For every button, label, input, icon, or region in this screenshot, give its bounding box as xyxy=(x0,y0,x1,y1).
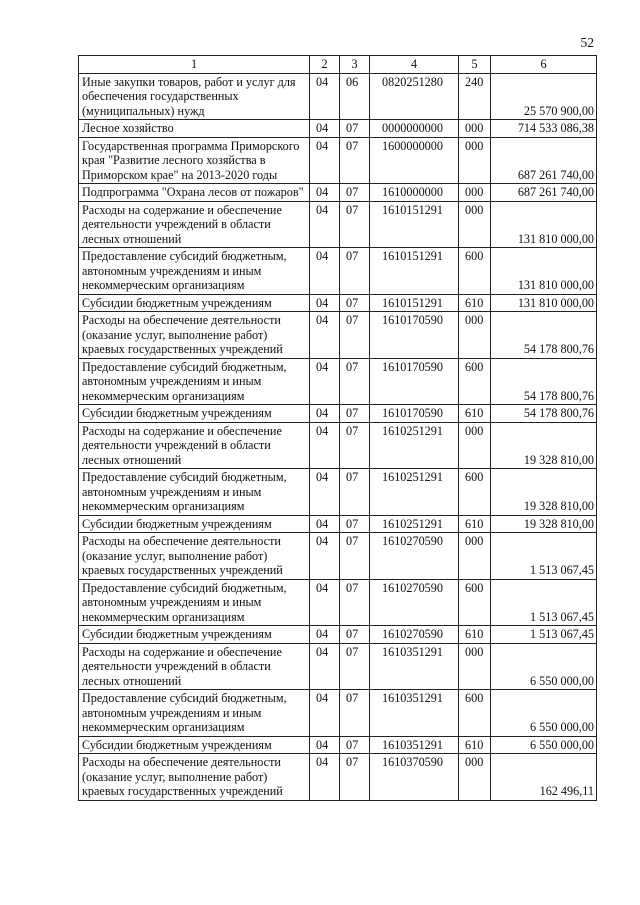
cell-amount: 19 328 810,00 xyxy=(491,422,597,469)
cell-name: Предоставление субсидий бюджетным, автономным учреждениям и иным некоммерческим организациям xyxy=(79,248,310,295)
cell-name: Субсидии бюджетным учреждениям xyxy=(79,294,310,312)
cell-expense-type: 600 xyxy=(459,690,491,737)
cell-subsection: 06 xyxy=(340,73,370,120)
cell-name: Расходы на содержание и обеспечение деятельности учреждений в области лесных отношений xyxy=(79,643,310,690)
cell-name: Предоставление субсидий бюджетным, автономным учреждениям и иным некоммерческим организациям xyxy=(79,690,310,737)
table-row xyxy=(79,736,597,754)
cell-expense-type: 000 xyxy=(459,643,491,690)
cell-subsection: 07 xyxy=(340,405,370,423)
cell-section: 04 xyxy=(310,533,340,580)
cell-expense-type: 610 xyxy=(459,294,491,312)
cell-name: Расходы на обеспечение деятельности (оказание услуг, выполнение работ) краевых государственных учреждений xyxy=(79,754,310,801)
cell-subsection: 07 xyxy=(340,469,370,516)
cell-subsection: 07 xyxy=(340,137,370,184)
cell-name: Расходы на содержание и обеспечение деятельности учреждений в области лесных отношений xyxy=(79,422,310,469)
cell-amount: 1 513 067,45 xyxy=(491,533,597,580)
cell-amount: 54 178 800,76 xyxy=(491,358,597,405)
cell-expense-type: 600 xyxy=(459,358,491,405)
cell-amount: 54 178 800,76 xyxy=(491,405,597,423)
cell-amount: 6 550 000,00 xyxy=(491,643,597,690)
cell-name: Субсидии бюджетным учреждениям xyxy=(79,405,310,423)
table-row xyxy=(79,422,597,469)
cell-section: 04 xyxy=(310,736,340,754)
table-row xyxy=(79,248,597,295)
page-number: 52 xyxy=(580,35,594,50)
cell-expense-type: 600 xyxy=(459,469,491,516)
table-row xyxy=(79,312,597,359)
cell-expense-type: 000 xyxy=(459,120,491,138)
cell-target-article: 1600000000 xyxy=(370,137,459,184)
cell-target-article: 1610351291 xyxy=(370,690,459,737)
cell-section: 04 xyxy=(310,690,340,737)
cell-section: 04 xyxy=(310,201,340,248)
cell-amount: 19 328 810,00 xyxy=(491,469,597,516)
cell-target-article: 1610351291 xyxy=(370,736,459,754)
cell-target-article: 1610000000 xyxy=(370,184,459,202)
cell-amount: 687 261 740,00 xyxy=(491,184,597,202)
cell-expense-type: 000 xyxy=(459,422,491,469)
cell-subsection: 07 xyxy=(340,201,370,248)
table-row xyxy=(79,358,597,405)
cell-amount: 131 810 000,00 xyxy=(491,294,597,312)
table-row xyxy=(79,120,597,138)
table-row xyxy=(79,405,597,423)
cell-expense-type: 000 xyxy=(459,533,491,580)
table-row xyxy=(79,201,597,248)
cell-target-article: 1610151291 xyxy=(370,201,459,248)
cell-target-article: 0000000000 xyxy=(370,120,459,138)
budget-table xyxy=(78,55,597,801)
cell-subsection: 07 xyxy=(340,120,370,138)
cell-name: Расходы на обеспечение деятельности (оказание услуг, выполнение работ) краевых государственных учреждений xyxy=(79,533,310,580)
cell-expense-type: 240 xyxy=(459,73,491,120)
cell-target-article: 1610351291 xyxy=(370,643,459,690)
table-row xyxy=(79,643,597,690)
cell-amount: 54 178 800,76 xyxy=(491,312,597,359)
cell-section: 04 xyxy=(310,643,340,690)
cell-section: 04 xyxy=(310,422,340,469)
cell-amount: 1 513 067,45 xyxy=(491,579,597,626)
table-row xyxy=(79,533,597,580)
cell-expense-type: 000 xyxy=(459,754,491,801)
header-cell-sum: 6 xyxy=(491,56,597,74)
header-cell-rz: 2 xyxy=(310,56,340,74)
cell-target-article: 1610251291 xyxy=(370,422,459,469)
cell-section: 04 xyxy=(310,469,340,516)
cell-name: Расходы на обеспечение деятельности (оказание услуг, выполнение работ) краевых государственных учреждений xyxy=(79,312,310,359)
cell-expense-type: 600 xyxy=(459,248,491,295)
cell-section: 04 xyxy=(310,754,340,801)
cell-section: 04 xyxy=(310,579,340,626)
cell-section: 04 xyxy=(310,405,340,423)
table-row xyxy=(79,579,597,626)
header-cell-vr: 5 xyxy=(459,56,491,74)
cell-amount: 6 550 000,00 xyxy=(491,736,597,754)
cell-target-article: 1610270590 xyxy=(370,626,459,644)
cell-expense-type: 610 xyxy=(459,515,491,533)
cell-name: Субсидии бюджетным учреждениям xyxy=(79,515,310,533)
cell-name: Предоставление субсидий бюджетным, автономным учреждениям и иным некоммерческим организациям xyxy=(79,358,310,405)
cell-expense-type: 000 xyxy=(459,312,491,359)
cell-expense-type: 000 xyxy=(459,137,491,184)
cell-subsection: 07 xyxy=(340,626,370,644)
cell-section: 04 xyxy=(310,515,340,533)
cell-name: Субсидии бюджетным учреждениям xyxy=(79,626,310,644)
cell-expense-type: 600 xyxy=(459,579,491,626)
cell-target-article: 1610270590 xyxy=(370,533,459,580)
cell-subsection: 07 xyxy=(340,184,370,202)
cell-expense-type: 610 xyxy=(459,626,491,644)
cell-amount: 162 496,11 xyxy=(491,754,597,801)
header-cell-pr: 3 xyxy=(340,56,370,74)
cell-expense-type: 000 xyxy=(459,201,491,248)
cell-amount: 6 550 000,00 xyxy=(491,690,597,737)
cell-section: 04 xyxy=(310,358,340,405)
cell-subsection: 07 xyxy=(340,515,370,533)
cell-subsection: 07 xyxy=(340,248,370,295)
cell-amount: 131 810 000,00 xyxy=(491,248,597,295)
cell-target-article: 1610370590 xyxy=(370,754,459,801)
cell-subsection: 07 xyxy=(340,643,370,690)
cell-subsection: 07 xyxy=(340,294,370,312)
cell-target-article: 1610251291 xyxy=(370,469,459,516)
cell-name: Расходы на содержание и обеспечение деятельности учреждений в области лесных отношений xyxy=(79,201,310,248)
table-row xyxy=(79,690,597,737)
cell-subsection: 07 xyxy=(340,754,370,801)
cell-amount: 714 533 086,38 xyxy=(491,120,597,138)
cell-name: Иные закупки товаров, работ и услуг для обеспечения государственных (муниципальных) нужд xyxy=(79,73,310,120)
cell-subsection: 07 xyxy=(340,579,370,626)
cell-amount: 19 328 810,00 xyxy=(491,515,597,533)
header-row xyxy=(79,56,597,74)
cell-section: 04 xyxy=(310,294,340,312)
cell-target-article: 1610151291 xyxy=(370,248,459,295)
cell-name: Предоставление субсидий бюджетным, автономным учреждениям и иным некоммерческим организациям xyxy=(79,579,310,626)
cell-section: 04 xyxy=(310,626,340,644)
table-row xyxy=(79,294,597,312)
cell-target-article: 1610170590 xyxy=(370,405,459,423)
cell-target-article: 1610170590 xyxy=(370,312,459,359)
table-row xyxy=(79,469,597,516)
cell-amount: 131 810 000,00 xyxy=(491,201,597,248)
cell-subsection: 07 xyxy=(340,422,370,469)
cell-target-article: 1610170590 xyxy=(370,358,459,405)
cell-subsection: 07 xyxy=(340,358,370,405)
cell-subsection: 07 xyxy=(340,533,370,580)
cell-amount: 25 570 900,00 xyxy=(491,73,597,120)
cell-name: Подпрограмма "Охрана лесов от пожаров" xyxy=(79,184,310,202)
cell-amount: 687 261 740,00 xyxy=(491,137,597,184)
cell-name: Субсидии бюджетным учреждениям xyxy=(79,736,310,754)
table-row xyxy=(79,184,597,202)
cell-subsection: 07 xyxy=(340,312,370,359)
cell-target-article: 1610251291 xyxy=(370,515,459,533)
table-row xyxy=(79,137,597,184)
cell-expense-type: 610 xyxy=(459,405,491,423)
cell-subsection: 07 xyxy=(340,736,370,754)
cell-section: 04 xyxy=(310,120,340,138)
cell-target-article: 1610270590 xyxy=(370,579,459,626)
cell-section: 04 xyxy=(310,73,340,120)
cell-expense-type: 610 xyxy=(459,736,491,754)
cell-section: 04 xyxy=(310,137,340,184)
cell-expense-type: 000 xyxy=(459,184,491,202)
cell-target-article: 0820251280 xyxy=(370,73,459,120)
cell-target-article: 1610151291 xyxy=(370,294,459,312)
cell-subsection: 07 xyxy=(340,690,370,737)
header-cell-name: 1 xyxy=(79,56,310,74)
table-row xyxy=(79,754,597,801)
table-row xyxy=(79,515,597,533)
cell-section: 04 xyxy=(310,184,340,202)
table-row xyxy=(79,73,597,120)
cell-amount: 1 513 067,45 xyxy=(491,626,597,644)
cell-name: Государственная программа Приморского края "Развитие лесного хозяйства в Приморском крае" на 2013-2020 годы xyxy=(79,137,310,184)
cell-section: 04 xyxy=(310,312,340,359)
cell-section: 04 xyxy=(310,248,340,295)
table-row xyxy=(79,626,597,644)
cell-name: Лесное хозяйство xyxy=(79,120,310,138)
cell-name: Предоставление субсидий бюджетным, автономным учреждениям и иным некоммерческим организациям xyxy=(79,469,310,516)
header-cell-csr: 4 xyxy=(370,56,459,74)
